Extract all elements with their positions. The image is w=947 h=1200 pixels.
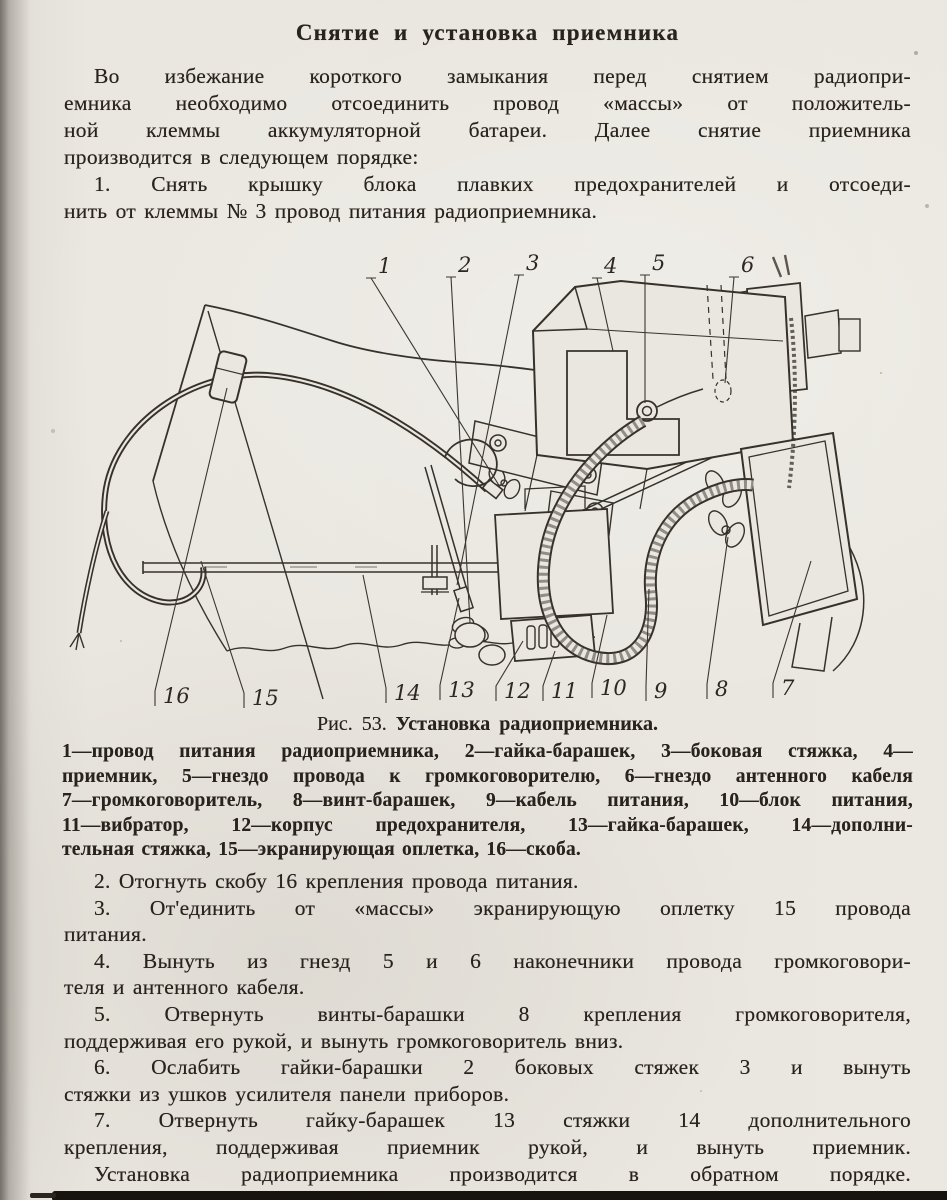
page-title: Снятие и установка приемника [295,20,680,45]
text-line: емника необходимо отсоединить провод «массы» от положитель- [64,91,911,115]
figure-callout-label: 15 [252,686,279,710]
scan-artifact-bar [52,1191,947,1200]
scan-artifact-nub [30,1193,56,1198]
text-line: Во избежание короткого замыкания перед снятием радиопри- [94,64,911,88]
text-line: 11—вибратор, 12—корпус предохранителя, 13—гайка-барашек, 14—дополни- [62,814,913,836]
figure-caption-title: Установка радиоприемника. [395,713,658,735]
radio-installation-drawing [55,243,945,713]
figure-callout-label: 9 [654,679,668,703]
figure-callout-label: 6 [741,253,755,277]
text-line: 7. Отвернуть гайку-барашек 13 стяжки 14 дополнительного [94,1108,911,1133]
text-line: крепления, поддерживая приемник рукой, и вынуть приемник. [64,1134,911,1159]
figure-callout-label: 12 [504,679,531,703]
figure-callout-label: 2 [458,253,472,277]
text-line: тельная стяжка, 15—экранирующая оплетка, 16—скоба. [62,839,581,861]
text-line: нить от клеммы № 3 провод питания радиоприемника. [64,199,598,223]
text-line: Установка радиоприемника производится в обратном порядке. [94,1161,911,1186]
text-line: приемник, 5—гнездо провода к громкоговорителю, 6—гнездо антенного кабеля [62,765,913,787]
figure-callout-label: 11 [551,679,578,703]
figure-callout-label: 4 [604,254,618,278]
figure-callout-label: 14 [394,681,421,705]
callout-leader-line [707,537,728,699]
figure-callout-label: 3 [526,251,540,275]
scan-shadow-left-edge [0,0,30,1200]
paper-specks [0,0,2,2]
figure-callout-label: 7 [781,676,795,700]
figure-callout-label: 5 [652,251,666,275]
text-line: 2. Отогнуть скобу 16 крепления провода питания. [94,869,579,893]
text-line: теля и антенного кабеля. [64,975,305,1000]
figure-legend [62,740,913,863]
text-line: 6. Ослабить гайки-барашки 2 боковых стяжек 3 и вынуть [94,1055,911,1080]
text-line: 7—громкоговоритель, 8—винт-барашек, 9—кабель питания, 10—блок питания, [62,790,913,812]
figure-callout-label: 13 [448,678,475,702]
text-line: стяжки из ушков усилителя панели приборов. [64,1081,510,1106]
steps-paragraphs [64,868,911,1187]
callout-leader-line [201,561,244,708]
text-line: 1. Снять крышку блока плавких предохранителей и отсоеди- [94,172,911,196]
figure-callout-label: 16 [163,684,190,708]
wire-clamp [209,350,248,403]
text-line: ной клеммы аккумуляторной батареи. Далее снятие приемника [64,118,911,142]
figure-callout-label: 8 [715,677,729,701]
intro-paragraph [64,63,911,225]
text-line: поддерживая его рукой, и вынуть громкоговоритель вниз. [64,1028,624,1053]
figure-caption-number: Рис. 53. [317,713,387,735]
side-tie-rod-left [425,465,491,648]
callout-leader-line [363,575,386,703]
figure-53-illustration [55,243,945,713]
figure-callout-label: 10 [600,676,627,700]
text-line: 1—провод питания радиоприемника, 2—гайка-барашек, 3—боковая стяжка, 4— [62,741,913,762]
text-line: 5. Отвернуть винты-барашки 8 крепления громкоговорителя, [94,1001,911,1026]
text-line: 3. От'единить от «массы» экранирующую оплетку 15 провода [94,895,911,920]
text-line: питания. [64,922,147,947]
text-line: производится в следующем порядке: [64,145,419,169]
figure-caption [64,713,911,736]
figure-callout-label: 1 [378,254,392,278]
text-line: 4. Вынуть из гнезд 5 и 6 наконечники провода громкоговори- [94,948,911,973]
